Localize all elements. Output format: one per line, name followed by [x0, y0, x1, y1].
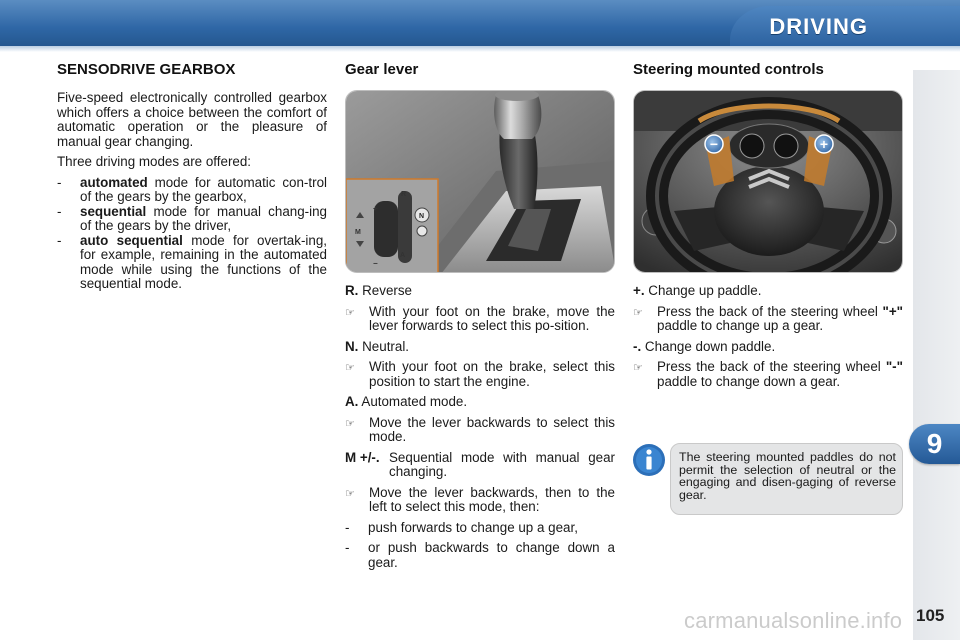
mode-desc: mode for automatic con-trol of the gears by the gearbox,: [80, 174, 327, 204]
mode-text: [80, 234, 327, 292]
dash-marker: -: [57, 232, 62, 248]
dash-marker: -: [345, 540, 350, 555]
action-part: paddle to change down a gear.: [657, 373, 841, 389]
gear-lever-column: [345, 62, 615, 570]
steering-wheel-photo: [633, 90, 903, 273]
paddle-plus-desc: [633, 284, 903, 299]
final-step: [345, 541, 615, 570]
paddle-minus-action: [633, 360, 903, 389]
mode-item: [57, 234, 327, 292]
gear-r-action: [345, 305, 615, 334]
gear-lever-photo: [345, 90, 615, 273]
gear-key: A.: [345, 394, 359, 409]
steering-controls-column: [633, 62, 903, 395]
paddle-plus-action: [633, 305, 903, 334]
mode-text: [80, 205, 327, 234]
mode-name: automated: [80, 174, 148, 190]
finger-icon: ☞: [633, 362, 643, 374]
watermark: carmanualsonline.info: [684, 608, 903, 633]
sensodrive-column: [57, 62, 327, 292]
paddle-desc: Change down paddle.: [641, 338, 776, 354]
step-text: push forwards to change up a gear,: [368, 519, 578, 535]
action-text: Move the lever backwards to select this mode.: [369, 414, 615, 444]
dash-marker: -: [57, 174, 62, 190]
action-text: [657, 305, 903, 334]
gear-desc: Reverse: [358, 283, 412, 298]
mode-text: [80, 176, 327, 205]
action-text: With your foot on the brake, select this position to start the engine.: [369, 359, 615, 389]
gear-key: N.: [345, 338, 359, 354]
gear-m-action: [345, 486, 615, 515]
finger-icon: ☞: [633, 306, 643, 319]
paddle-minus-desc: [633, 340, 903, 355]
finger-icon: ☞: [345, 417, 355, 430]
sensodrive-intro: Five-speed electronically controlled gearbox which offers a choice between the comfort of automatic operation or the pleasure of manual gear changing.: [57, 90, 327, 149]
action-key: "+": [882, 303, 903, 319]
gear-desc: Neutral.: [358, 338, 410, 354]
action-text: [657, 360, 903, 389]
gear-key: R.: [345, 283, 359, 298]
sensodrive-heading: SENSODRIVE GEARBOX: [57, 61, 236, 78]
mode-name: sequential: [80, 203, 147, 219]
finger-icon: ☞: [345, 306, 355, 319]
action-text: Move the lever backwards, then to the left to select this mode, then:: [369, 484, 615, 514]
mode-item: [57, 205, 327, 234]
finger-icon: ☞: [345, 362, 355, 374]
mode-desc: mode for manual chang-ing of the gears by the driver,: [80, 203, 327, 233]
gear-desc: Sequential mode with manual gear changing.: [389, 449, 615, 479]
gear-r-desc: [345, 284, 615, 299]
chapter-badge: 9: [909, 424, 960, 464]
action-text: With your foot on the brake, move the lever forwards to select this po-sition.: [369, 303, 615, 333]
header-shadow: [0, 46, 960, 52]
gear-a-desc: [345, 395, 615, 410]
dash-marker: -: [345, 519, 350, 535]
mode-desc: mode for overtak-ing, for example, remaining in the automated mode while using the functions of the sequential mode.: [80, 232, 328, 291]
info-note: The steering mounted paddles do not permit the selection of neutral or the engaging and disen-gaging of reverse gear.: [670, 443, 903, 515]
action-part: paddle to change up a gear.: [657, 318, 824, 333]
steering-heading: Steering mounted controls: [633, 61, 824, 78]
gear-lever-heading: Gear lever: [345, 61, 419, 78]
gear-n-desc: [345, 340, 615, 355]
mode-item: [57, 176, 327, 205]
action-part: Press the back of the steering wheel: [657, 359, 886, 374]
gear-desc: Automated mode.: [358, 394, 468, 409]
step-text: or push backwards to change down a gear.: [368, 540, 615, 570]
page-number: 105: [916, 606, 945, 625]
final-step: [345, 521, 615, 536]
info-icon: [632, 443, 666, 477]
modes-intro: Three driving modes are offered:: [57, 154, 252, 169]
gear-m-desc: [345, 451, 615, 480]
gear-a-action: [345, 416, 615, 445]
gear-label-a: A: [400, 252, 406, 259]
mode-name: auto sequential: [80, 232, 183, 248]
gear-label-r: R: [401, 191, 407, 198]
page-sidebar: [913, 70, 960, 640]
paddle-plus-label: +: [819, 136, 829, 152]
finger-icon: ☞: [345, 487, 355, 500]
paddle-key: -.: [633, 338, 642, 354]
paddle-key: +.: [633, 283, 645, 298]
paddle-desc: Change up paddle.: [644, 283, 762, 298]
section-title: DRIVING: [769, 14, 868, 39]
gear-label-minus: −: [373, 259, 378, 268]
gear-label-plus: +: [373, 204, 378, 213]
action-key: "-": [885, 359, 903, 374]
gear-label-m: M: [355, 229, 361, 236]
paddle-minus-label: −: [709, 136, 719, 152]
page-header: [0, 0, 960, 46]
gear-n-action: [345, 360, 615, 389]
gear-key: M +/-.: [345, 449, 380, 465]
gear-label-n: N: [419, 213, 425, 220]
dash-marker: -: [57, 203, 62, 219]
action-part: Press the back of the steering wheel: [657, 303, 883, 319]
